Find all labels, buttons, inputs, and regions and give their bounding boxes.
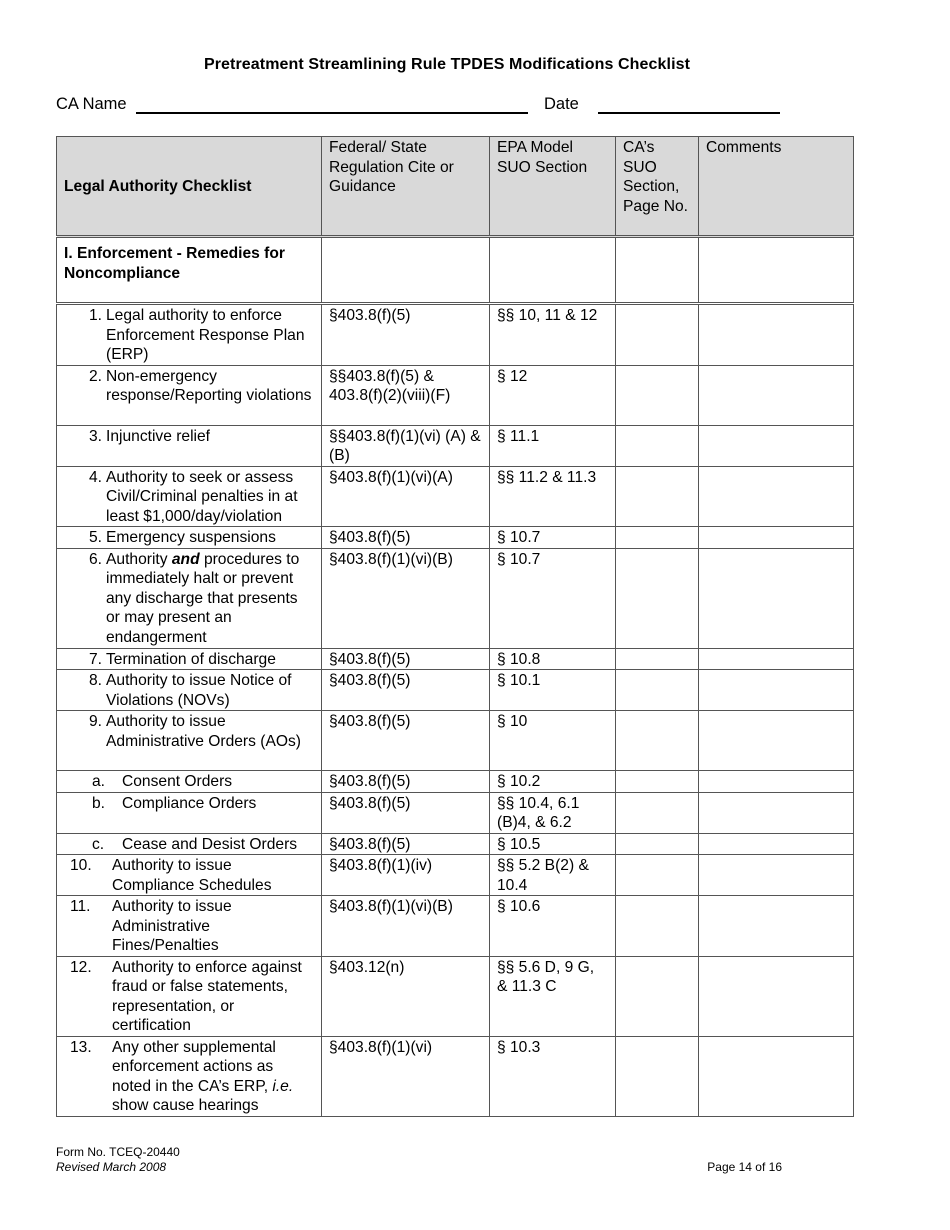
revision-date: Revised March 2008 xyxy=(56,1160,167,1174)
cite-cell: §403.8(f)(1)(vi) xyxy=(322,1036,490,1116)
item-number: 2. xyxy=(88,367,102,385)
comments-input-cell[interactable] xyxy=(699,304,854,366)
item-text: Authority to issue Administrative Orders (AOs) xyxy=(106,713,301,750)
header-epa-model-suo: EPA Model SUO Section xyxy=(490,137,616,237)
item-number: 13. xyxy=(70,1038,92,1056)
ca-suo-input-cell[interactable] xyxy=(616,855,699,896)
comments-input-cell[interactable] xyxy=(699,670,854,711)
item-number: 10. xyxy=(70,857,92,874)
ca-suo-input-cell[interactable] xyxy=(616,466,699,527)
item-number: 4. xyxy=(88,468,102,486)
item-number: 5. xyxy=(88,529,102,546)
item-cell xyxy=(57,771,322,793)
empty-cell xyxy=(490,237,616,304)
suo-cell: §§ 10, 11 & 12 xyxy=(490,304,616,366)
comments-input-cell[interactable] xyxy=(699,771,854,793)
table-row xyxy=(57,855,854,896)
suo-cell: § 10.8 xyxy=(490,648,616,670)
item-text: Legal authority to enforce Enforcement Response Plan (ERP) xyxy=(106,307,305,363)
item-text: Injunctive relief xyxy=(106,427,211,445)
suo-cell: §§ 10.4, 6.1 (B)4, & 6.2 xyxy=(490,792,616,833)
ca-suo-input-cell[interactable] xyxy=(616,1036,699,1116)
item-cell xyxy=(57,855,322,896)
ca-suo-input-cell[interactable] xyxy=(616,548,699,648)
form-number: Form No. TCEQ-20440 xyxy=(56,1145,180,1159)
cite-cell: §403.8(f)(5) xyxy=(322,670,490,711)
ca-name-field[interactable] xyxy=(56,95,127,114)
cite-cell: §403.8(f)(1)(vi)(B) xyxy=(322,896,490,957)
item-number: 11. xyxy=(70,898,91,915)
item-cell xyxy=(57,792,322,833)
table-row xyxy=(57,771,854,793)
item-number: 7. xyxy=(88,650,102,668)
item-cell xyxy=(57,956,322,1036)
item-text-emphasis: and xyxy=(171,550,200,568)
cite-cell: §403.8(f)(5) xyxy=(322,792,490,833)
header-comments: Comments xyxy=(699,137,854,237)
footer-form-info xyxy=(56,1145,180,1175)
table-row xyxy=(57,425,854,466)
suo-cell: § 10.6 xyxy=(490,896,616,957)
checklist-table xyxy=(56,136,854,1117)
table-row xyxy=(57,792,854,833)
item-number: 3. xyxy=(88,427,102,445)
comments-input-cell[interactable] xyxy=(699,1036,854,1116)
section-heading: I. Enforcement - Remedies for Noncompliance xyxy=(57,237,322,304)
section-row xyxy=(57,237,854,304)
item-text: Authority to seek or assess Civil/Criminal penalties in at least $1,000/day/violation xyxy=(106,468,298,525)
item-cell xyxy=(57,425,322,466)
suo-cell: §§ 5.6 D, 9 G, & 11.3 C xyxy=(490,956,616,1036)
table-row xyxy=(57,466,854,527)
item-cell xyxy=(57,365,322,425)
table-row xyxy=(57,670,854,711)
ca-suo-input-cell[interactable] xyxy=(616,425,699,466)
ca-suo-input-cell[interactable] xyxy=(616,956,699,1036)
table-row xyxy=(57,833,854,855)
comments-input-cell[interactable] xyxy=(699,833,854,855)
table-row xyxy=(57,304,854,366)
comments-input-cell[interactable] xyxy=(699,365,854,425)
cite-cell: §403.8(f)(5) xyxy=(322,771,490,793)
item-number: 9. xyxy=(88,713,102,730)
table-row xyxy=(57,648,854,670)
table-row xyxy=(57,896,854,957)
suo-cell: §§ 11.2 & 11.3 xyxy=(490,466,616,527)
item-cell xyxy=(57,1036,322,1116)
item-cell xyxy=(57,548,322,648)
item-text xyxy=(106,550,314,648)
item-cell xyxy=(57,833,322,855)
comments-input-cell[interactable] xyxy=(699,648,854,670)
item-number: 8. xyxy=(88,672,102,689)
cite-cell: §403.8(f)(5) xyxy=(322,648,490,670)
item-letter: b. xyxy=(92,794,106,812)
cite-cell: §403.8(f)(5) xyxy=(322,304,490,366)
item-text-emphasis: i.e. xyxy=(272,1077,294,1095)
ca-suo-input-cell[interactable] xyxy=(616,833,699,855)
item-number: 12. xyxy=(70,958,92,976)
item-text-part: Any other supplemental enforcement actions as noted in the CA’s ERP, xyxy=(112,1038,276,1095)
item-cell xyxy=(57,711,322,771)
cite-cell: §403.8(f)(1)(iv) xyxy=(322,855,490,896)
item-text: Consent Orders xyxy=(122,773,233,790)
comments-input-cell[interactable] xyxy=(699,466,854,527)
empty-cell xyxy=(616,237,699,304)
item-text-part: Authority xyxy=(106,550,172,568)
item-cell xyxy=(57,304,322,366)
table-row xyxy=(57,956,854,1036)
suo-cell: §§ 5.2 B(2) & 10.4 xyxy=(490,855,616,896)
ca-suo-input-cell[interactable] xyxy=(616,304,699,366)
item-letter: a. xyxy=(92,773,106,790)
suo-cell: § 10.5 xyxy=(490,833,616,855)
ca-suo-input-cell[interactable] xyxy=(616,670,699,711)
empty-cell xyxy=(699,237,854,304)
date-label: Date xyxy=(544,95,579,113)
cite-cell: §403.8(f)(1)(vi)(A) xyxy=(322,466,490,527)
suo-cell: § 10.1 xyxy=(490,670,616,711)
item-cell xyxy=(57,466,322,527)
ca-suo-input-cell[interactable] xyxy=(616,711,699,771)
ca-name-underline[interactable] xyxy=(136,112,528,114)
item-text: Cease and Desist Orders xyxy=(122,835,298,853)
page-number: Page 14 of 16 xyxy=(707,1160,782,1174)
comments-input-cell[interactable] xyxy=(699,527,854,549)
cite-cell: §§403.8(f)(1)(vi) (A) & (B) xyxy=(322,425,490,466)
item-number: 6. xyxy=(88,550,102,568)
item-cell xyxy=(57,527,322,549)
suo-cell: § 10.7 xyxy=(490,548,616,648)
table-row xyxy=(57,527,854,549)
item-cell xyxy=(57,896,322,957)
item-text: Authority to enforce against fraud or false statements, representation, or certification xyxy=(112,958,302,1034)
cite-cell: §403.8(f)(5) xyxy=(322,711,490,771)
item-text xyxy=(112,1038,314,1116)
suo-cell: § 10 xyxy=(490,711,616,771)
ca-name-label: CA Name xyxy=(56,95,127,113)
comments-input-cell[interactable] xyxy=(699,548,854,648)
item-text-part: procedures to immediately halt or prevent any discharge that presents or may present an endangerment xyxy=(106,550,300,646)
table-row xyxy=(57,365,854,425)
empty-cell xyxy=(322,237,490,304)
cite-cell: §403.12(n) xyxy=(322,956,490,1036)
table-row xyxy=(57,711,854,771)
cite-cell: §403.8(f)(1)(vi)(B) xyxy=(322,548,490,648)
item-letter: c. xyxy=(92,835,105,853)
table-row xyxy=(57,548,854,648)
item-cell xyxy=(57,648,322,670)
comments-input-cell[interactable] xyxy=(699,956,854,1036)
suo-cell: § 10.2 xyxy=(490,771,616,793)
item-text: Termination of discharge xyxy=(106,650,276,668)
date-underline[interactable] xyxy=(598,112,780,114)
header-federal-state-cite: Federal/ State Regulation Cite or Guidance xyxy=(322,137,490,237)
ca-suo-input-cell[interactable] xyxy=(616,792,699,833)
item-text-part: show cause hearings xyxy=(112,1097,259,1114)
ca-suo-input-cell[interactable] xyxy=(616,365,699,425)
suo-cell: § 10.7 xyxy=(490,527,616,549)
ca-suo-input-cell[interactable] xyxy=(616,771,699,793)
comments-input-cell[interactable] xyxy=(699,425,854,466)
table-row xyxy=(57,1036,854,1116)
page-title: Pretreatment Streamlining Rule TPDES Modifications Checklist xyxy=(203,56,691,73)
cite-cell: §403.8(f)(5) xyxy=(322,527,490,549)
item-text: Authority to issue Administrative Fines/Penalties xyxy=(112,898,232,954)
item-text: Authority to issue Compliance Schedules xyxy=(112,857,272,894)
item-number: 1. xyxy=(88,307,102,324)
cite-cell: §403.8(f)(5) xyxy=(322,833,490,855)
cite-cell: §§403.8(f)(5) & 403.8(f)(2)(viii)(F) xyxy=(322,365,490,425)
item-text: Non-emergency response/Reporting violations xyxy=(106,367,312,404)
comments-input-cell[interactable] xyxy=(699,896,854,957)
item-text: Authority to issue Notice of Violations (NOVs) xyxy=(106,672,292,709)
header-legal-authority: Legal Authority Checklist xyxy=(57,137,322,237)
item-text: Emergency suspensions xyxy=(106,529,276,546)
header-row xyxy=(57,137,854,237)
item-text: Compliance Orders xyxy=(122,794,257,812)
suo-cell: § 10.3 xyxy=(490,1036,616,1116)
ca-suo-input-cell[interactable] xyxy=(616,527,699,549)
comments-input-cell[interactable] xyxy=(699,855,854,896)
ca-suo-input-cell[interactable] xyxy=(616,648,699,670)
header-ca-suo-section: CA’s SUO Section, Page No. xyxy=(616,137,699,237)
ca-suo-input-cell[interactable] xyxy=(616,896,699,957)
comments-input-cell[interactable] xyxy=(699,792,854,833)
comments-input-cell[interactable] xyxy=(699,711,854,771)
item-cell xyxy=(57,670,322,711)
suo-cell: § 12 xyxy=(490,365,616,425)
suo-cell: § 11.1 xyxy=(490,425,616,466)
